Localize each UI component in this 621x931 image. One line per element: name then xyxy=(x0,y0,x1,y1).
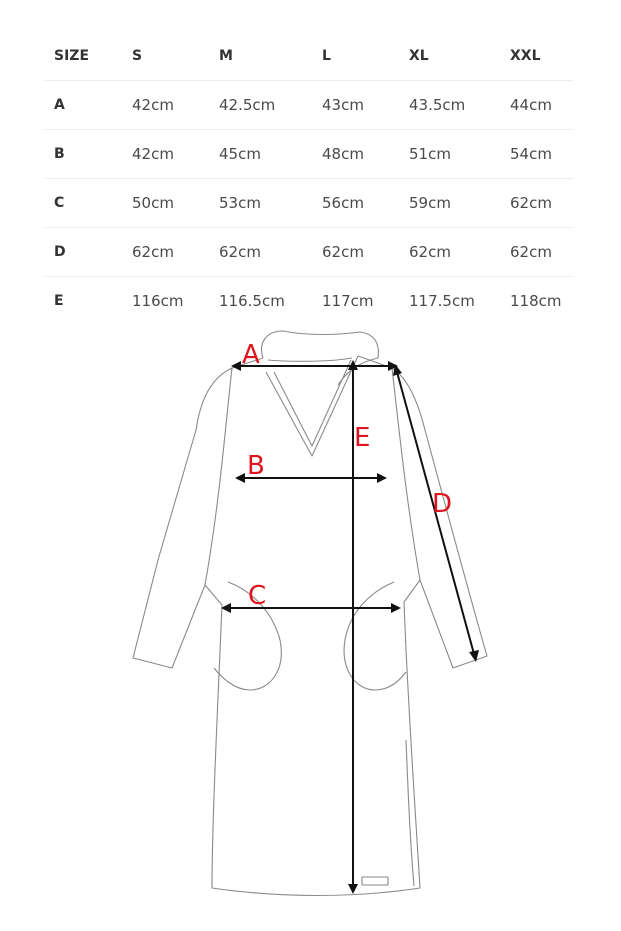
size-chart-table xyxy=(45,32,573,325)
row-label: C xyxy=(45,179,132,228)
table-cell: 62cm xyxy=(322,228,409,277)
table-cell: 45cm xyxy=(219,130,322,179)
measure-arrow-c-right xyxy=(391,603,401,613)
column-header-xxl: XXL xyxy=(510,32,573,81)
table-cell: 118cm xyxy=(510,292,562,310)
hem-label-tag xyxy=(362,877,388,885)
column-header-size: SIZE xyxy=(45,32,132,81)
table-cell: 62cm xyxy=(219,228,322,277)
table-row xyxy=(45,130,573,179)
measure-arrow-a-left xyxy=(231,361,241,371)
table-cell: 43cm xyxy=(322,81,409,130)
measure-arrow-b-left xyxy=(235,473,245,483)
side-slit-outline xyxy=(406,740,414,886)
table-cell: 62cm xyxy=(409,228,510,277)
row-label: B xyxy=(45,130,132,179)
table-cell: 56cm xyxy=(322,179,409,228)
table-cell: 62cm xyxy=(510,179,573,228)
row-label: D xyxy=(45,228,132,277)
table-cell: 59cm xyxy=(409,179,510,228)
table-cell: 48cm xyxy=(322,130,409,179)
table-cell: 43.5cm xyxy=(409,81,510,130)
measure-arrow-b-right xyxy=(377,473,387,483)
table-cell: 54cm xyxy=(510,130,573,179)
table-cell: 53cm xyxy=(219,179,322,228)
table-cell: 50cm xyxy=(132,179,219,228)
table-cell: 117.5cm xyxy=(409,292,475,310)
table-cell: 62cm xyxy=(132,228,219,277)
measurement-lines xyxy=(221,360,479,894)
hood-inner-outline xyxy=(268,358,352,361)
hood-outline xyxy=(262,331,379,385)
label-e: E xyxy=(354,423,371,453)
dress-body-outline xyxy=(133,356,487,896)
label-c: C xyxy=(248,581,267,611)
table-cell: 117cm xyxy=(322,292,374,310)
table-cell: 42cm xyxy=(132,130,219,179)
left-sleeve-seam xyxy=(205,368,232,585)
label-a: A xyxy=(242,340,260,370)
table-row xyxy=(45,179,573,228)
column-header-s: S xyxy=(132,32,219,81)
v-neck-outline xyxy=(266,356,358,456)
column-header-l: L xyxy=(322,32,409,81)
row-label: E xyxy=(54,293,64,309)
table-cell: 62cm xyxy=(510,228,573,277)
dress-outline xyxy=(133,331,487,896)
table-cell: 42.5cm xyxy=(219,81,322,130)
column-header-xl: XL xyxy=(409,32,510,81)
table-cell: 51cm xyxy=(409,130,510,179)
row-label: A xyxy=(45,81,132,130)
table-cell: 44cm xyxy=(510,81,573,130)
table-row xyxy=(45,277,573,326)
table-cell: 116cm xyxy=(132,292,184,310)
table-header-row xyxy=(45,32,573,81)
table-row xyxy=(45,228,573,277)
label-b: B xyxy=(247,451,265,481)
label-d: D xyxy=(432,489,453,519)
column-header-m: M xyxy=(219,32,322,81)
table-cell: 116.5cm xyxy=(219,292,285,310)
garment-measurement-diagram xyxy=(0,320,621,931)
v-neck-inner-outline xyxy=(274,360,351,446)
table-cell: 42cm xyxy=(132,81,219,130)
table-row xyxy=(45,81,573,130)
measure-arrow-e-bottom xyxy=(348,884,358,894)
measure-arrow-c-left xyxy=(221,603,231,613)
